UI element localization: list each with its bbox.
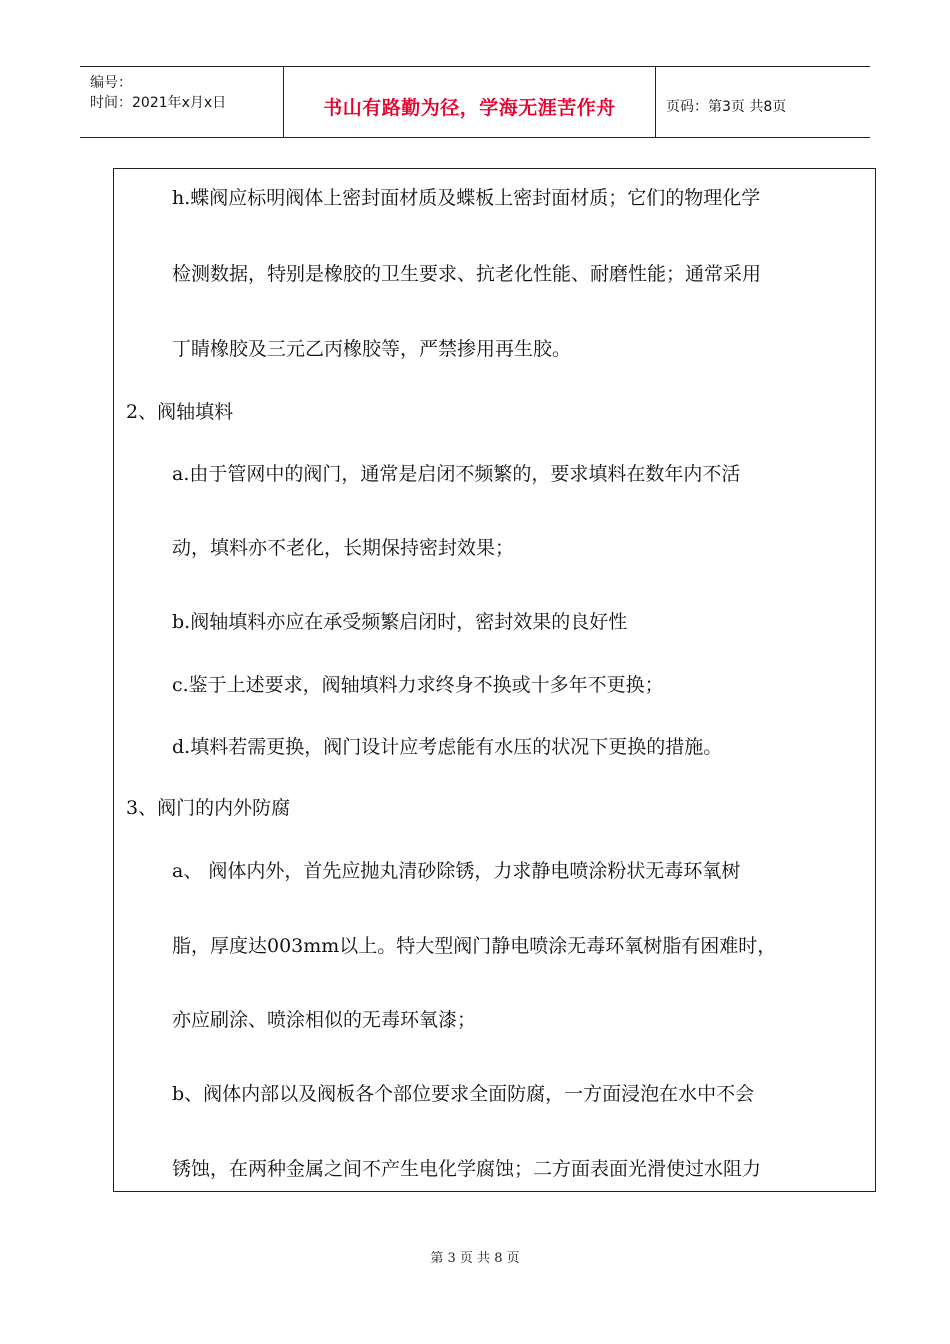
- section-heading: 2、阀轴填料: [126, 401, 234, 423]
- body-line: h.蝶阀应标明阀体上密封面材质及蝶板上密封面材质；它们的物理化学: [172, 187, 761, 209]
- page-header: [80, 66, 870, 138]
- header-page-cell: [656, 67, 870, 137]
- header-meta: [80, 67, 284, 137]
- body-line: 亦应刷涂、喷涂相似的无毒环氧漆；: [172, 1009, 477, 1031]
- body-line: 检测数据，特别是橡胶的卫生要求、抗老化性能、耐磨性能；通常采用: [172, 263, 762, 285]
- body-line: b、阀体内部以及阀板各个部位要求全面防腐，一方面浸泡在水中不会: [172, 1083, 755, 1105]
- header-motto-cell: [284, 67, 656, 137]
- section-heading: 3、阀门的内外防腐: [126, 797, 291, 819]
- body-line: 丁睛橡胶及三元乙丙橡胶等，严禁掺用再生胶。: [172, 338, 572, 360]
- body-line: 锈蚀，在两种金属之间不产生电化学腐蚀；二方面表面光滑使过水阻力: [172, 1158, 762, 1180]
- header-motto: 书山有路勤为径，学海无涯苦作舟: [323, 96, 616, 119]
- header-page-label: 页码：第3页 共8页: [666, 99, 787, 115]
- page-footer: 第 3 页 共 8 页: [430, 1251, 520, 1266]
- body-line: b.阀轴填料亦应在承受频繁启闭时，密封效果的良好性: [172, 611, 628, 633]
- body-line: d.填料若需更换，阀门设计应考虑能有水压的状况下更换的措施。: [172, 736, 723, 758]
- document-number-label: 编号：: [90, 75, 132, 91]
- body-line: 动，填料亦不老化，长期保持密封效果；: [172, 537, 515, 559]
- document-date-label: 时间：2021年x月x日: [90, 95, 227, 111]
- body-line: a.由于管网中的阀门，通常是启闭不频繁的，要求填料在数年内不活: [172, 463, 741, 485]
- body-line: 脂，厚度达003mm以上。特大型阀门静电喷涂无毒环氧树脂有困难时，: [172, 935, 777, 957]
- body-line: a、 阀体内外，首先应抛丸清砂除锈，力求静电喷涂粉状无毒环氧树: [172, 860, 741, 882]
- content-frame: [113, 168, 876, 1192]
- body-line: c.鉴于上述要求，阀轴填料力求终身不换或十多年不更换；: [172, 674, 664, 696]
